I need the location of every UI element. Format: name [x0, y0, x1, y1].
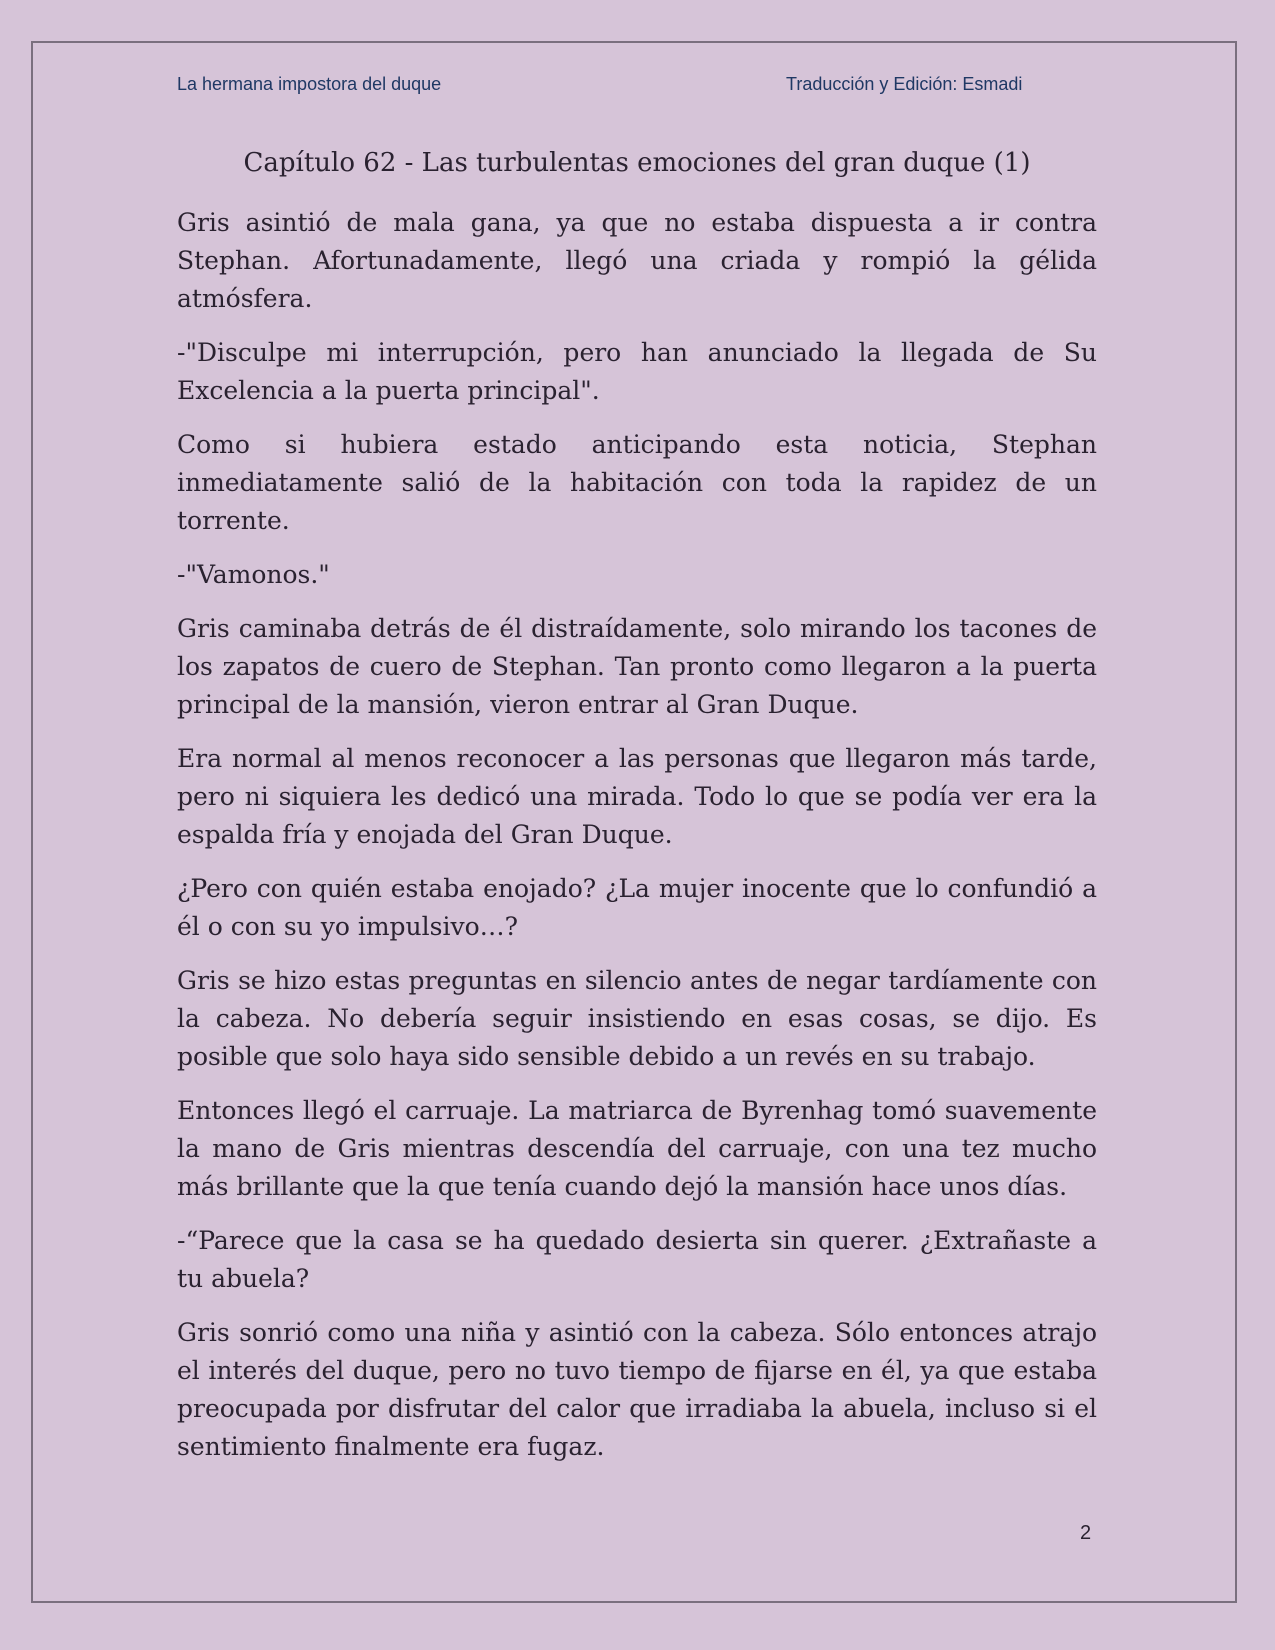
paragraph: Era normal al menos reconocer a las personas que llegaron más tarde, pero ni siquiera les dedicó una mirada. Todo lo que se podía ver era la espalda fría y enojada del Gran Duque. [177, 744, 1097, 849]
page-number: 2 [1080, 1522, 1092, 1544]
paragraph: Como si hubiera estado anticipando esta noticia, Stephan inmediatamente salió de la habitación con toda la rapidez de un torrente. [177, 430, 1097, 535]
header-translator-credit: Traducción y Edición: Esmadi [786, 74, 1023, 94]
paragraph: -"Disculpe mi interrupción, pero han anunciado la llegada de Su Excelencia a la puerta principal". [177, 338, 1097, 405]
paragraph: Gris caminaba detrás de él distraídamente, solo mirando los tacones de los zapatos de cuero de Stephan. Tan pronto como llegaron a la puerta principal de la mansión, vieron entrar al Gran Duque. [177, 614, 1097, 719]
paragraph: Gris asintió de mala gana, ya que no estaba dispuesta a ir contra Stephan. Afortunadamente, llegó una criada y rompió la gélida atmósfera. [177, 208, 1097, 313]
chapter-title: Capítulo 62 - Las turbulentas emociones del gran duque (1) [243, 148, 1031, 178]
paragraph: Entonces llegó el carruaje. La matriarca de Byrenhag tomó suavemente la mano de Gris mientras descendía del carruaje, con una tez mucho más brillante que la que tenía cuando dejó la mansión hace unos días. [177, 1096, 1097, 1201]
paragraph: Gris sonrió como una niña y asintió con la cabeza. Sólo entonces atrajo el interés del duque, pero no tuvo tiempo de fijarse en él, ya que estaba preocupada por disfrutar del calor que irradiaba la abuela, incluso si el sentimiento finalmente era fugaz. [177, 1318, 1097, 1461]
paragraph: -“Parece que la casa se ha quedado desierta sin querer. ¿Extrañaste a tu abuela? [177, 1226, 1097, 1293]
paragraph: -"Vamonos." [177, 560, 330, 589]
header-book-title: La hermana impostora del duque [177, 74, 442, 94]
chapter-body [177, 204, 1097, 1482]
paragraph: Gris se hizo estas preguntas en silencio antes de negar tardíamente con la cabeza. No debería seguir insistiendo en esas cosas, se dijo. Es posible que solo haya sido sensible debido a un revés en su trabajo. [177, 966, 1097, 1071]
paragraph: ¿Pero con quién estaba enojado? ¿La mujer inocente que lo confundió a él o con su yo impulsivo…? [177, 874, 1097, 941]
